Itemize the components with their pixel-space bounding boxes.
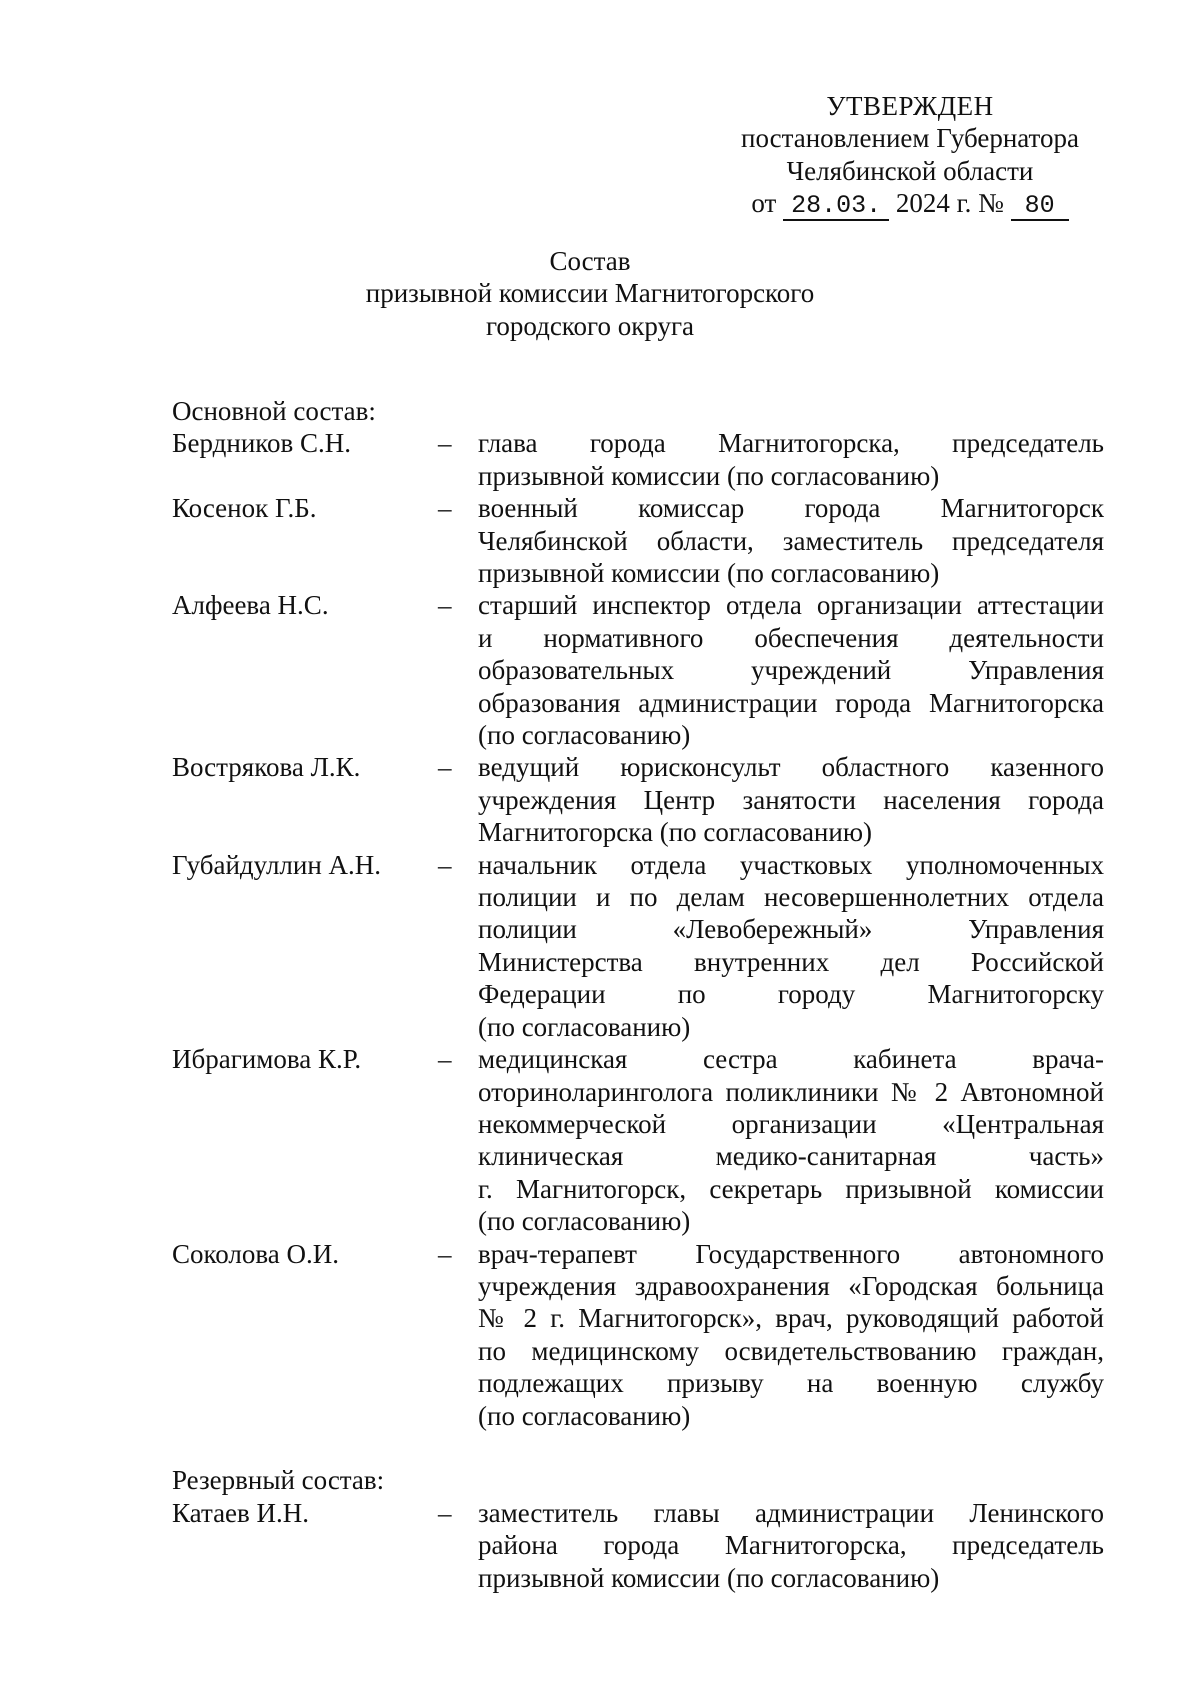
member-dash: – [438, 1238, 452, 1269]
member-position-line: образовательных учреждений Управления [478, 655, 1104, 686]
member-position [478, 1238, 1104, 1432]
member-position [478, 427, 1104, 492]
member-position-line: военный комиссар города Магнитогорск [478, 493, 1104, 524]
member-name: Вострякова Л.К. [172, 752, 361, 783]
title-line-2: призывной комиссии Магнитогорского [365, 278, 815, 309]
member-name: Бердников С.Н. [172, 428, 352, 459]
member-row [172, 751, 1132, 848]
approval-date-line [700, 187, 1120, 221]
member-position [478, 492, 1104, 589]
member-row [172, 1238, 1132, 1432]
member-position-line: по медицинскому освидетельствованию граждан, [478, 1335, 1104, 1366]
member-position-line: подлежащих призыву на военную службу [478, 1368, 1104, 1399]
member-dash: – [438, 1044, 452, 1075]
member-position [478, 1043, 1104, 1237]
member-dash: – [438, 752, 452, 783]
approval-number: 80 [1011, 193, 1069, 221]
approval-heading: УТВЕРЖДЕН [826, 91, 994, 121]
member-position-line: (по согласованию) [478, 1400, 691, 1431]
member-position-line: № 2 г. Магнитогорск», врач, руководящий работой [478, 1303, 1104, 1334]
member-position-line: медицинская сестра кабинета врача- [478, 1044, 1104, 1075]
member-position-line: призывной комиссии (по согласованию) [478, 558, 940, 589]
member-position-line: (по согласованию) [478, 720, 691, 751]
member-position-line: ведущий юрисконсульт областного казенного [478, 752, 1104, 783]
reserve-section-label: Резервный состав: [172, 1465, 385, 1496]
member-position-line: некоммерческой организации «Центральная [478, 1108, 1104, 1139]
approval-from-label: от [751, 188, 777, 219]
member-position-line: (по согласованию) [478, 1011, 691, 1042]
document-title [0, 245, 1180, 342]
member-position-line: начальник отдела участковых уполномоченных [478, 849, 1104, 880]
member-position-line: учреждения Центр занятости населения города [478, 784, 1104, 815]
member-row [172, 849, 1132, 1043]
approval-line-1: постановлением Губернатора [741, 123, 1079, 154]
member-position-line: и нормативного обеспечения деятельности [478, 622, 1104, 653]
member-position-line: Магнитогорска (по согласованию) [478, 817, 872, 848]
member-position [478, 589, 1104, 751]
member-position-line: района города Магнитогорска, председатель [478, 1530, 1104, 1561]
member-position-line: Министерства внутренних дел Российской [478, 946, 1104, 977]
member-name: Алфеева Н.С. [172, 590, 329, 621]
member-name: Катаев И.Н. [172, 1497, 310, 1528]
member-position-line: врач-терапевт Государственного автономного [478, 1238, 1104, 1269]
reserve-members [172, 1497, 1132, 1594]
member-position-line: Федерации по городу Магнитогорску [478, 979, 1104, 1010]
member-position-line: полиции и по делам несовершеннолетних отдела [478, 882, 1104, 913]
title-line-1: Состав [549, 246, 631, 276]
member-position [478, 1497, 1104, 1594]
member-dash: – [438, 428, 452, 459]
member-position-line: старший инспектор отдела организации аттестации [478, 590, 1104, 621]
member-position-line: полиции «Левобережный» Управления [478, 914, 1104, 945]
member-position-line: учреждения здравоохранения «Городская больница [478, 1270, 1104, 1301]
member-name: Ибрагимова К.Р. [172, 1044, 362, 1075]
member-dash: – [438, 1497, 452, 1528]
member-row [172, 1043, 1132, 1237]
member-name: Соколова О.И. [172, 1238, 339, 1269]
member-row [172, 589, 1132, 751]
member-dash: – [438, 849, 452, 880]
member-position-line: оториноларинголога поликлиники № 2 Автономной [478, 1076, 1104, 1107]
member-row [172, 427, 1132, 492]
member-name: Губайдуллин А.Н. [172, 849, 382, 880]
member-position-line: г. Магнитогорск, секретарь призывной комиссии [478, 1173, 1104, 1204]
member-position-line: (по согласованию) [478, 1206, 691, 1237]
member-name: Косенок Г.Б. [172, 493, 317, 524]
main-section-label: Основной состав: [172, 396, 376, 426]
member-position-line: образования администрации города Магнитогорска [478, 687, 1104, 718]
member-position-line: призывной комиссии (по согласованию) [478, 1562, 940, 1593]
member-position-line: заместитель главы администрации Ленинского [478, 1497, 1104, 1528]
member-dash: – [438, 493, 452, 524]
approval-line-2: Челябинской области [786, 155, 1034, 186]
approval-year: 2024 г. № [895, 188, 1004, 219]
member-row [172, 492, 1132, 589]
member-dash: – [438, 590, 452, 621]
approval-date: 28.03. [783, 193, 889, 221]
approval-block [700, 90, 1120, 221]
member-position-line: глава города Магнитогорска, председатель [478, 428, 1104, 459]
member-position [478, 751, 1104, 848]
member-row [172, 1497, 1132, 1594]
commission-list [172, 395, 1132, 1594]
member-position [478, 849, 1104, 1043]
title-line-3: городского округа [485, 310, 695, 341]
member-position-line: призывной комиссии (по согласованию) [478, 460, 940, 491]
member-position-line: клиническая медико-санитарная часть» [478, 1141, 1104, 1172]
member-position-line: Челябинской области, заместитель председателя [478, 525, 1104, 556]
main-members [172, 427, 1132, 1432]
